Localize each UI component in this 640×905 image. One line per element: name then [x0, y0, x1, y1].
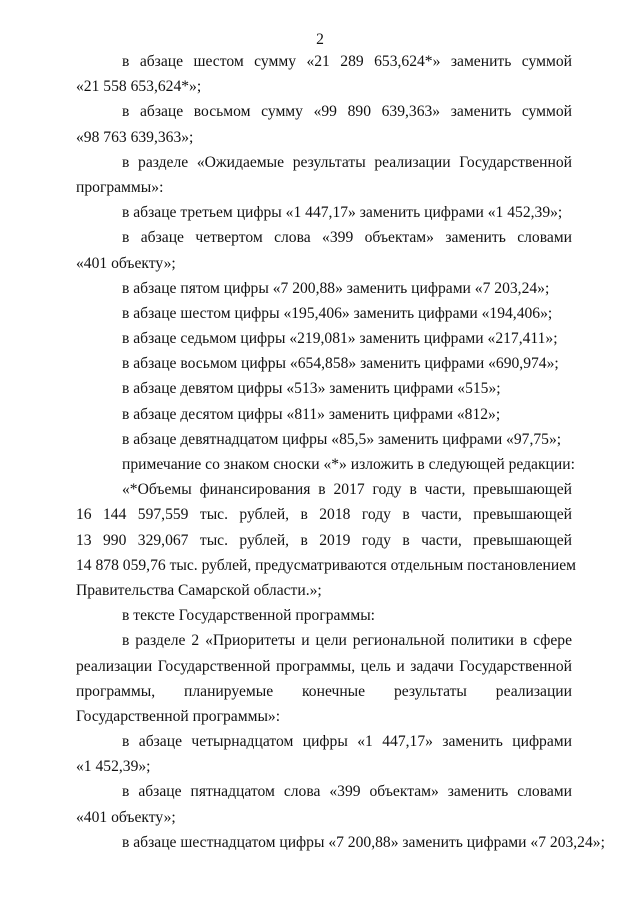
text-line: в абзаце девятнадцатом цифры «85,5» заменить цифрами «97,75»; — [122, 430, 562, 448]
text-line: в разделе «Ожидаемые результаты реализации Государственной — [122, 153, 572, 171]
document-body — [76, 49, 605, 855]
paragraph — [76, 276, 572, 301]
text-line: программы, планируемые конечные результаты реализации — [76, 682, 572, 700]
text-line: в абзаце третьем цифры «1 447,17» заменить цифрами «1 452,39»; — [122, 204, 563, 222]
paragraph — [76, 628, 572, 729]
paragraph — [76, 729, 572, 779]
paragraph — [76, 351, 572, 376]
text-line: в абзаце четырнадцатом цифры «1 447,17» заменить цифрами — [122, 733, 572, 751]
text-line: реализации Государственной программы, цель и задачи Государственной — [76, 657, 572, 675]
text-line: примечание со знаком сноски «*» изложить в следующей редакции: — [122, 456, 575, 473]
text-line: Правительства Самарской области.»; — [76, 581, 322, 599]
paragraph — [76, 225, 572, 275]
text-line: в абзаце шестом цифры «195,406» заменить цифрами «194,406»; — [122, 304, 553, 322]
text-line: «98 763 639,363»; — [76, 128, 194, 146]
text-line: «1 452,39»; — [76, 758, 151, 776]
text-line: «401 объекту»; — [76, 808, 176, 826]
paragraph — [76, 99, 572, 149]
paragraph — [76, 477, 576, 603]
paragraph — [76, 779, 572, 829]
text-line: в абзаце восьмом цифры «654,858» заменить цифрами «690,974»; — [122, 355, 559, 373]
text-line: 14 878 059,76 тыс. рублей, предусматриваются отдельным постановлением — [76, 556, 576, 574]
text-line: «401 объекту»; — [76, 254, 176, 272]
paragraph — [76, 402, 572, 427]
text-line: программы»: — [76, 178, 164, 196]
text-line: в абзаце девятом цифры «513» заменить цифрами «515»; — [122, 380, 501, 398]
page-number: 2 — [316, 31, 324, 48]
paragraph — [76, 452, 575, 477]
text-line: в разделе 2 «Приоритеты и цели региональной политики в сфере — [122, 632, 572, 650]
text-line: в абзаце десятом цифры «811» заменить цифрами «812»; — [122, 405, 501, 423]
text-line: в абзаце восьмом сумму «99 890 639,363» заменить суммой — [122, 103, 572, 121]
paragraph — [76, 326, 572, 351]
text-line: в абзаце пятнадцатом слова «399 объектам» заменить словами — [122, 783, 572, 801]
text-line: в абзаце шестом сумму «21 289 653,624*» заменить суммой — [122, 53, 572, 70]
paragraph — [76, 49, 572, 99]
text-line: в абзаце шестнадцатом цифры «7 200,88» заменить цифрами «7 203,24»; — [122, 833, 605, 851]
text-line: 13 990 329,067 тыс. рублей, в 2019 году в части, превышающей — [76, 531, 572, 549]
text-line: в абзаце четвертом слова «399 объектам» заменить словами — [122, 229, 572, 247]
text-line: в абзаце седьмом цифры «219,081» заменить цифрами «217,411»; — [122, 330, 558, 348]
text-line: Государственной программы»: — [76, 707, 281, 725]
paragraph — [76, 150, 572, 200]
paragraph — [76, 376, 572, 401]
paragraph — [76, 830, 605, 855]
text-line: в тексте Государственной программы: — [122, 607, 376, 625]
text-line: «21 558 653,624*»; — [76, 78, 202, 96]
paragraph — [76, 301, 572, 326]
text-line: 16 144 597,559 тыс. рублей, в 2018 году в части, превышающей — [76, 506, 572, 524]
paragraph — [76, 427, 572, 452]
text-line: в абзаце пятом цифры «7 200,88» заменить цифрами «7 203,24»; — [122, 279, 550, 297]
paragraph — [76, 200, 572, 225]
paragraph — [76, 603, 572, 628]
text-line: «*Объемы финансирования в 2017 году в части, превышающей — [122, 481, 572, 499]
